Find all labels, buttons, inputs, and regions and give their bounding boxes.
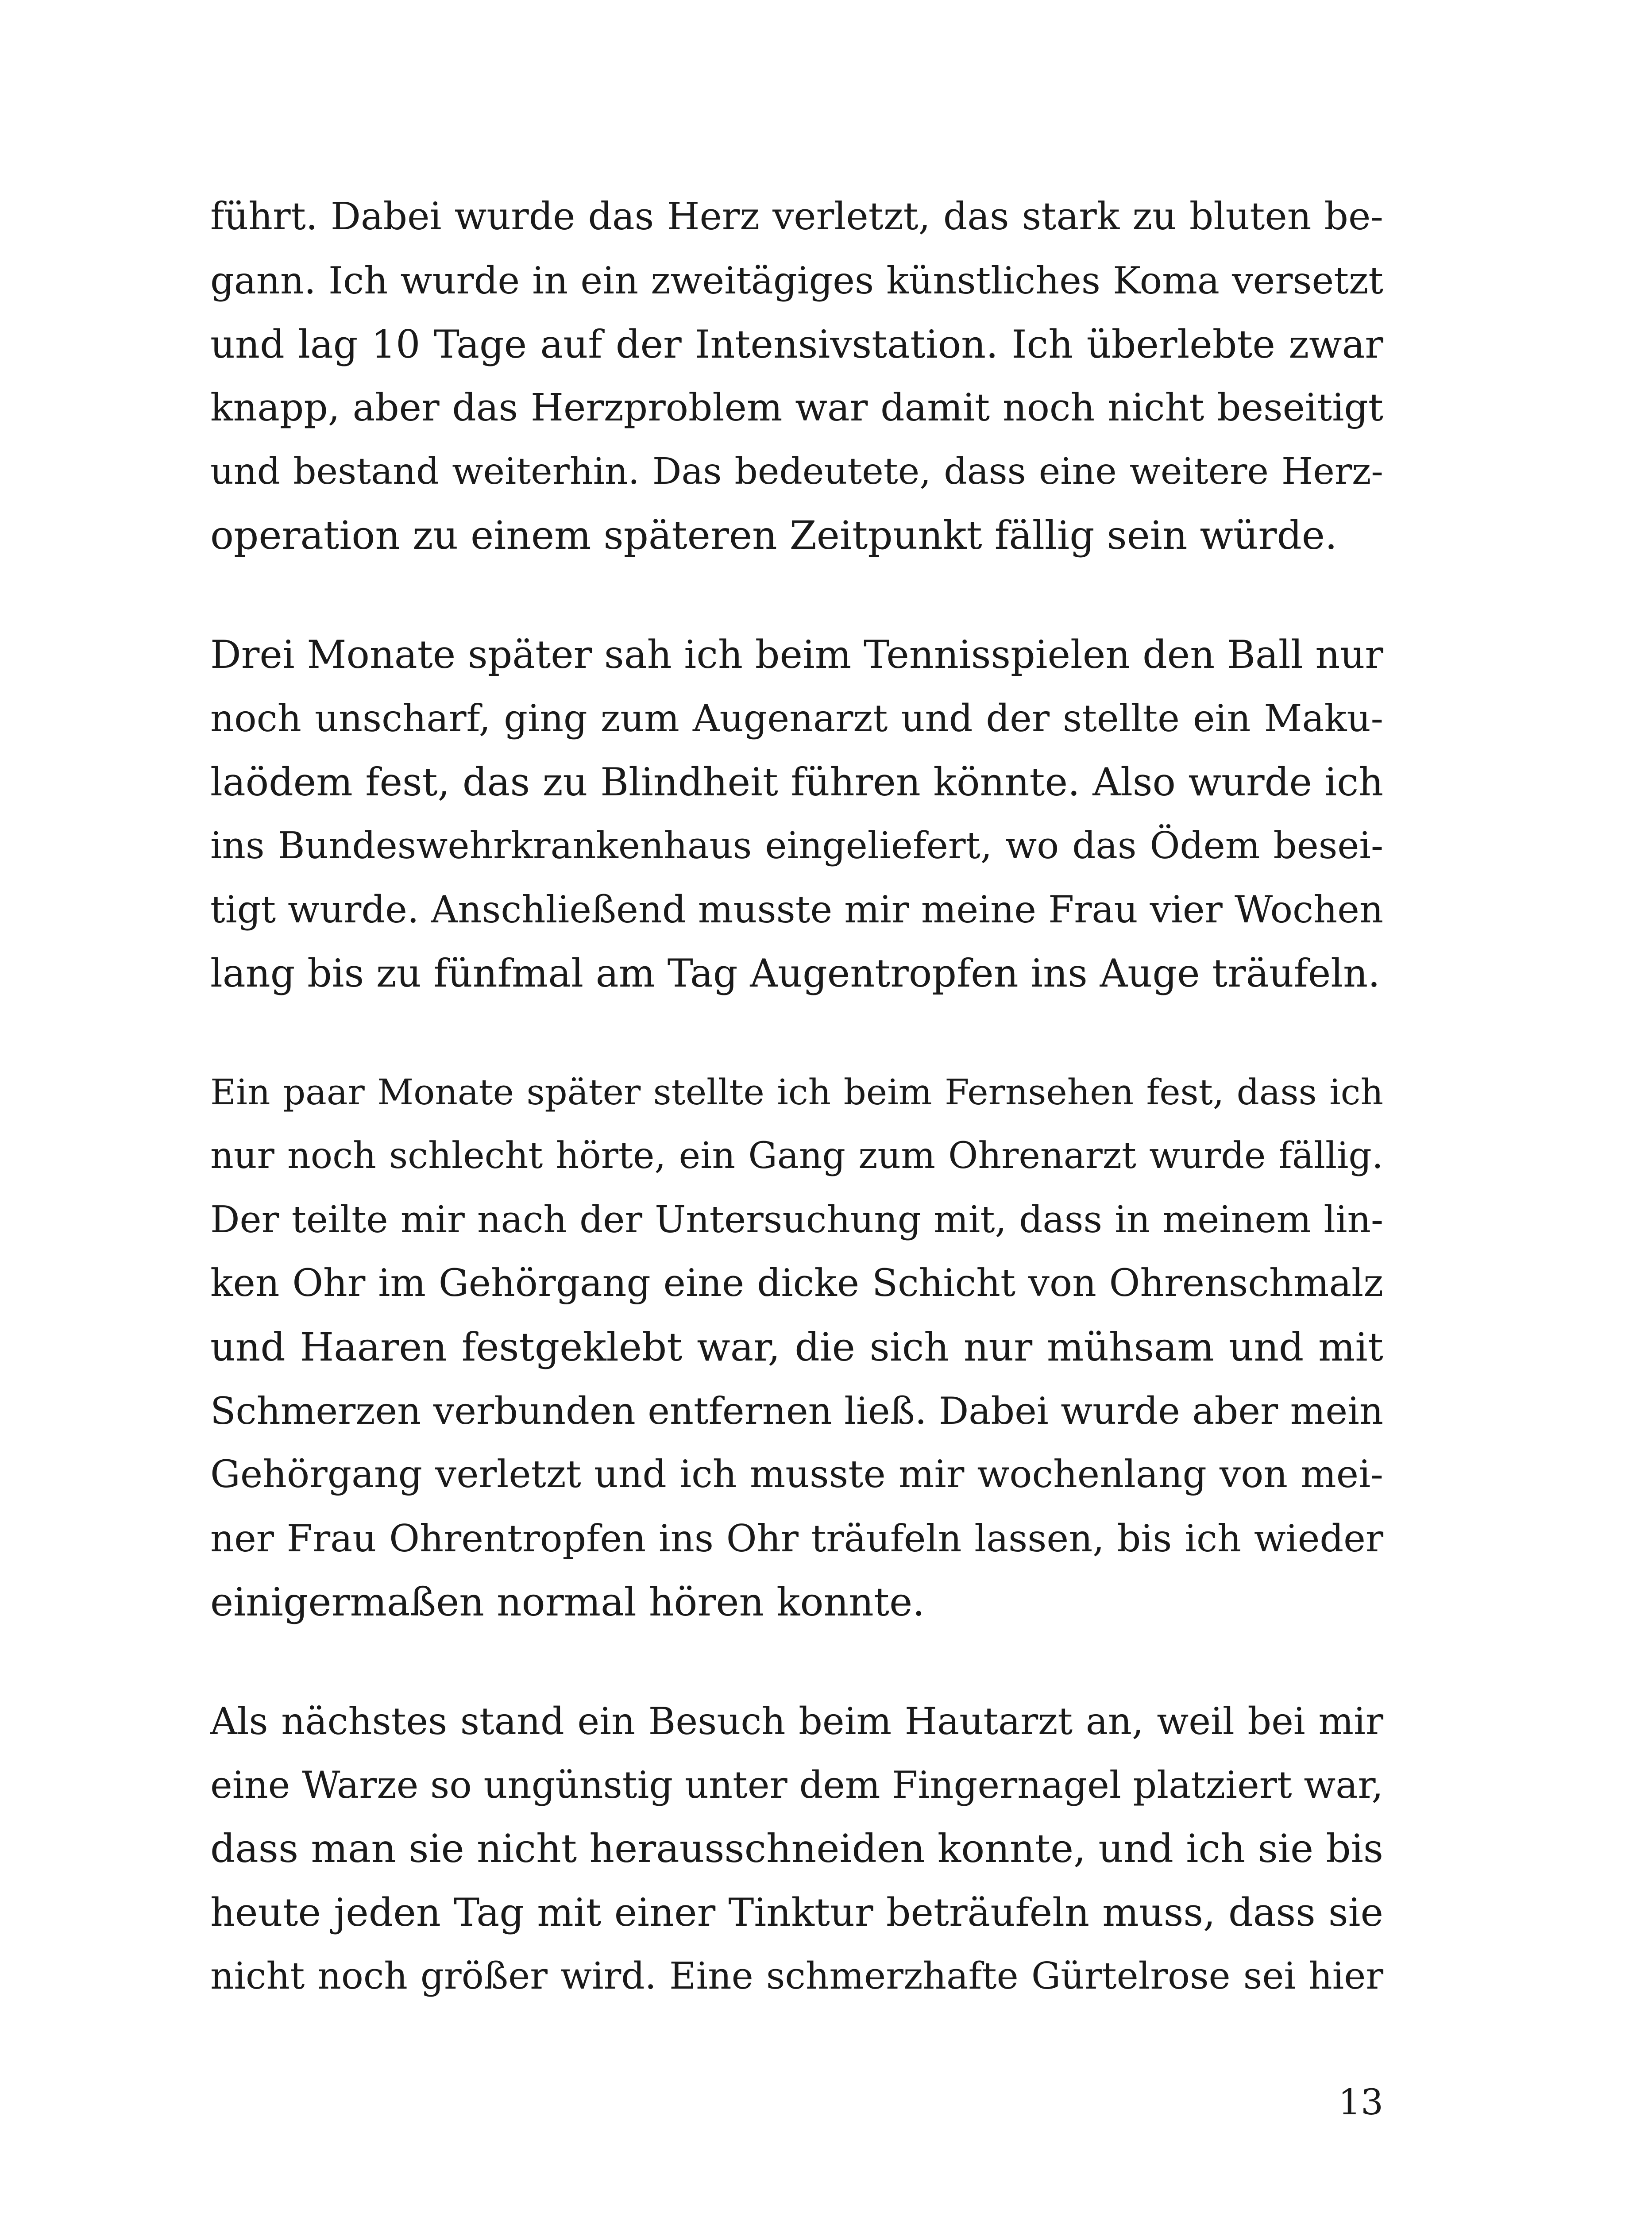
- paragraph-2: [210, 623, 1383, 1005]
- text-line: führt. Dabei wurde das Herz verletzt, das stark zu bluten be-: [210, 195, 1383, 239]
- paragraph-1: [210, 185, 1383, 567]
- text-line: tigt wurde. Anschließend musste mir meine Frau vier Wochen: [210, 888, 1383, 931]
- text-line: heute jeden Tag mit einer Tinktur beträufeln muss, dass sie: [210, 1890, 1383, 1935]
- page-number: 13: [1338, 2082, 1383, 2123]
- text-line: ins Bundeswehrkrankenhaus eingeliefert, wo das Ödem besei-: [210, 824, 1383, 867]
- paragraph-gap: [210, 1634, 1383, 1689]
- paragraph-gap: [210, 1005, 1383, 1060]
- text-line: knapp, aber das Herzproblem war damit noch nicht beseitigt: [210, 386, 1383, 430]
- text-line: ken Ohr im Gehörgang eine dicke Schicht von Ohrenschmalz: [210, 1261, 1383, 1305]
- text-line: operation zu einem späteren Zeitpunkt fällig sein würde.: [210, 513, 1337, 558]
- text-line: Der teilte mir nach der Untersuchung mit, dass in meinem lin-: [210, 1198, 1383, 1241]
- text-line: Ein paar Monate später stellte ich beim Fernsehen fest, dass ich: [210, 1072, 1383, 1113]
- text-line: Drei Monate später sah ich beim Tennisspielen den Ball nur: [210, 632, 1383, 677]
- text-line: noch unscharf, ging zum Augenarzt und der stellte ein Maku-: [210, 697, 1383, 740]
- text-line: einigermaßen normal hören konnte.: [210, 1579, 925, 1625]
- paragraph-gap: [210, 567, 1383, 623]
- text-line: lang bis zu fünfmal am Tag Augentropfen ins Auge träufeln.: [210, 951, 1380, 996]
- body-text: [210, 185, 1383, 2008]
- text-line: Schmerzen verbunden entfernen ließ. Dabei wurde aber mein: [210, 1389, 1383, 1433]
- text-line: und Haaren festgeklebt war, die sich nur mühsam und mit: [210, 1324, 1383, 1370]
- text-line: dass man sie nicht herausschneiden konnte, und ich sie bis: [210, 1826, 1383, 1871]
- text-line: nicht noch größer wird. Eine schmerzhafte Gürtelrose sei hier: [210, 1955, 1383, 1997]
- text-line: und bestand weiterhin. Das bedeutete, dass eine weitere Herz-: [210, 451, 1383, 493]
- text-line: und lag 10 Tage auf der Intensivstation. Ich überlebte zwar: [210, 322, 1383, 367]
- text-line: Als nächstes stand ein Besuch beim Hautarzt an, weil bei mir: [210, 1700, 1383, 1743]
- paragraph-3: [210, 1060, 1383, 1634]
- text-line: ner Frau Ohrentropfen ins Ohr träufeln lassen, bis ich wieder: [210, 1517, 1383, 1560]
- text-line: eine Warze so ungünstig unter dem Fingernagel platziert war,: [210, 1763, 1383, 1807]
- text-line: gann. Ich wurde in ein zweitägiges künstliches Koma versetzt: [210, 259, 1383, 302]
- paragraph-4: [210, 1689, 1383, 2008]
- text-line: Gehörgang verletzt und ich musste mir wochenlang von mei-: [210, 1453, 1383, 1496]
- text-line: laödem fest, das zu Blindheit führen könnte. Also wurde ich: [210, 760, 1383, 805]
- text-line: nur noch schlecht hörte, ein Gang zum Ohrenarzt wurde fällig.: [210, 1135, 1383, 1177]
